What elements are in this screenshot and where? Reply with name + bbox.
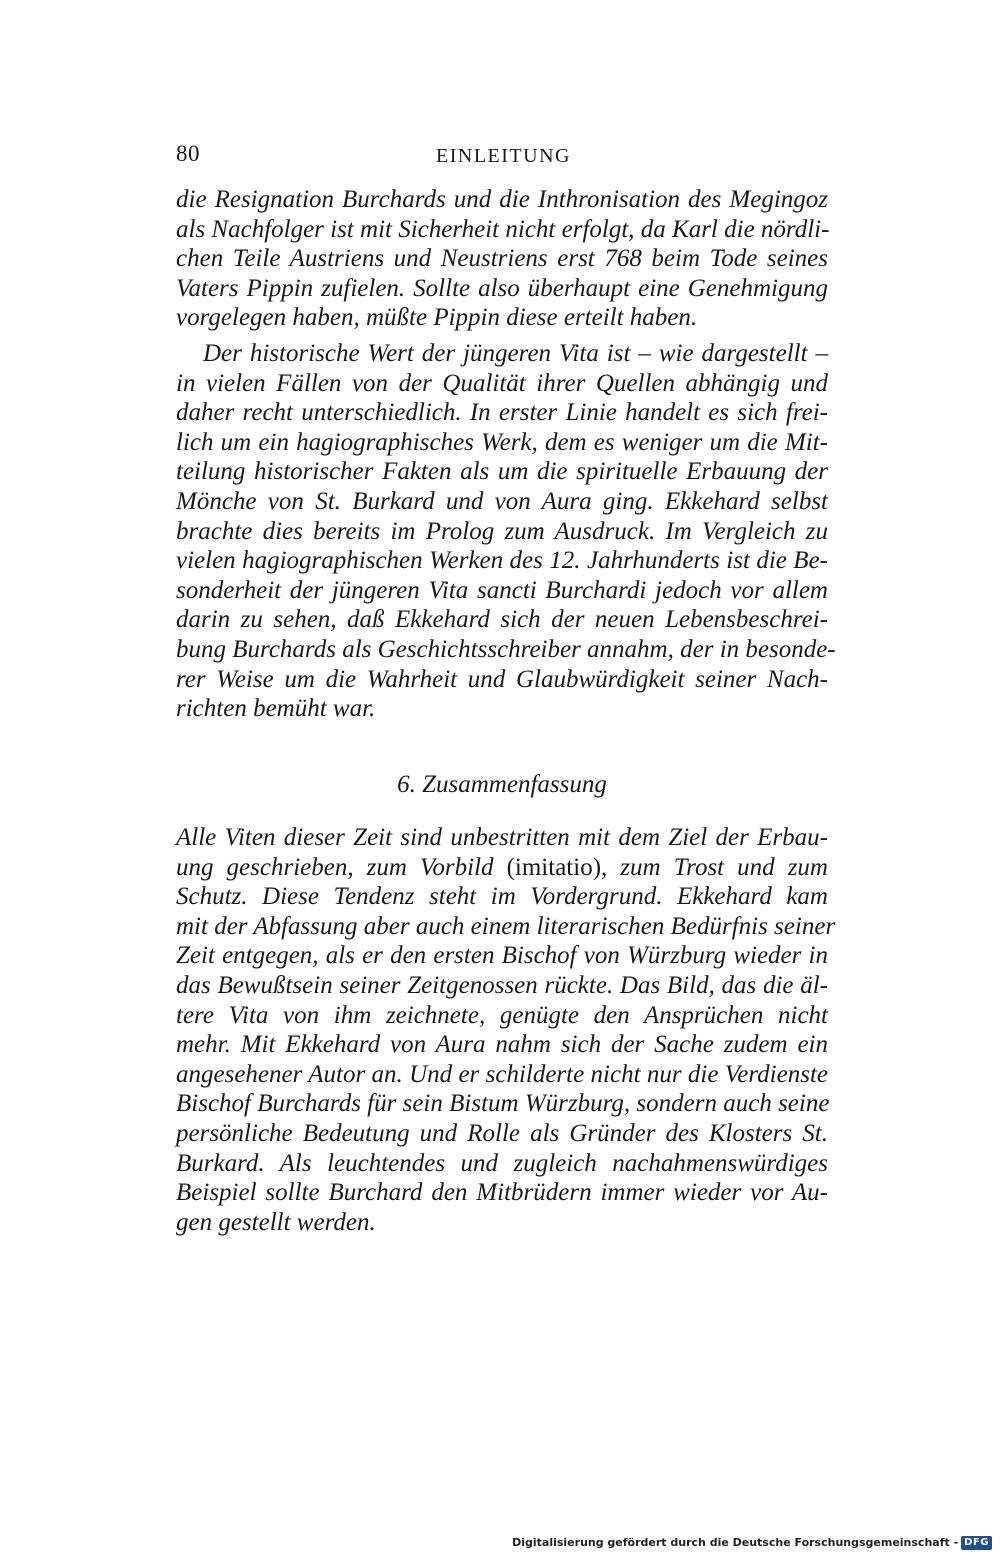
text-line [176,853,828,883]
text-line: angesehener Autor an. Und er schilderte nicht nur die Verdienste [176,1060,828,1088]
text-line: teilung historischer Fakten als um die spirituelle Erbauung der [176,458,828,486]
text-line: Burkard. Als leuchtendes und zugleich nachahmenswürdiges [176,1149,828,1177]
text-line: rer Weise um die Wahrheit und Glaubwürdigkeit seiner Nach- [176,665,828,693]
text-line: vorgelegen haben, müßte Pippin diese erteilt haben. [176,304,698,332]
text-line: Alle Viten dieser Zeit sind unbestritten mit dem Ziel der Erbau- [176,824,828,851]
text-line: die Resignation Burchards und die Inthronisation des Megingoz [176,186,828,213]
text-line: lich um ein hagiographisches Werk, dem es weniger um die Mit- [176,428,828,456]
section-heading: 6. Zusammenfassung [397,771,607,798]
text-line: Mönche von St. Burkard und von Aura ging. Ekkehard selbst [176,487,828,515]
text-segment: ung geschrieben, zum Vorbild [176,853,507,881]
text-line: Der historische Wert der jüngeren Vita ist – wie dargestellt – [203,340,828,367]
paragraph-2 [176,339,836,724]
text-line: in vielen Fällen von der Qualität ihrer Quellen abhängig und [176,369,828,397]
running-head: EINLEITUNG [436,145,571,167]
dfg-logo: DFG [961,1536,992,1550]
text-segment: zum Trost und zum [607,853,828,881]
text-line: das Bewußtsein seiner Zeitgenossen rückte. Das Bild, das die äl- [176,971,828,999]
text-line: Beispiel sollte Burchard den Mitbrüdern immer wieder vor Au- [176,1179,828,1207]
text-line: gen gestellt werden. [176,1208,376,1236]
text-line: vielen hagiographischen Werken des 12. Jahrhunderts ist die Be- [176,547,828,575]
paragraph-1 [176,185,828,333]
text-line: richten bemüht war. [176,695,376,723]
text-line: bung Burchards als Geschichtsschreiber annahm, der in besonde- [176,635,836,663]
text-line: daher recht unterschiedlich. In erster Linie handelt es sich frei- [176,399,828,427]
text-line: Schutz. Diese Tendenz steht im Vordergrund. Ekkehard kam [176,883,828,911]
text-line: sonderheit der jüngeren Vita sancti Burchardi jedoch vor allem [176,576,828,604]
text-line: Zeit entgegen, als er den ersten Bischof von Würzburg wieder in [176,942,828,970]
text-line: brachte dies bereits im Prolog zum Ausdruck. Im Vergleich zu [176,517,828,545]
text-line: als Nachfolger ist mit Sicherheit nicht erfolgt, da Karl die nördli- [176,215,830,243]
page-number: 80 [176,141,200,166]
text-line: persönliche Bedeutung und Rolle als Gründer des Klosters St. [176,1119,828,1147]
text-line: mit der Abfassung aber auch einem literarischen Bedürfnis seiner [176,912,836,940]
text-line: chen Teile Austriens und Neustriens erst 768 beim Tode seines [176,245,828,273]
latin-term: (imitatio), [506,853,608,881]
digitization-footer [512,1536,992,1550]
text-line: mehr. Mit Ekkehard von Aura nahm sich der Sache zudem ein [176,1031,828,1059]
text-line: Bischof Burchards für sein Bistum Würzburg, sondern auch seine [176,1090,830,1118]
text-line: darin zu sehen, daß Ekkehard sich der neuen Lebensbeschrei- [176,606,828,634]
paragraph-3 [176,823,836,1237]
text-line: tere Vita von ihm zeichnete, genügte den Ansprüchen nicht [176,1001,828,1029]
text-line: Vaters Pippin zufielen. Sollte also überhaupt eine Genehmigung [176,274,828,302]
footer-text: Digitalisierung gefördert durch die Deutsche Forschungsgemeinschaft - [512,1536,959,1549]
